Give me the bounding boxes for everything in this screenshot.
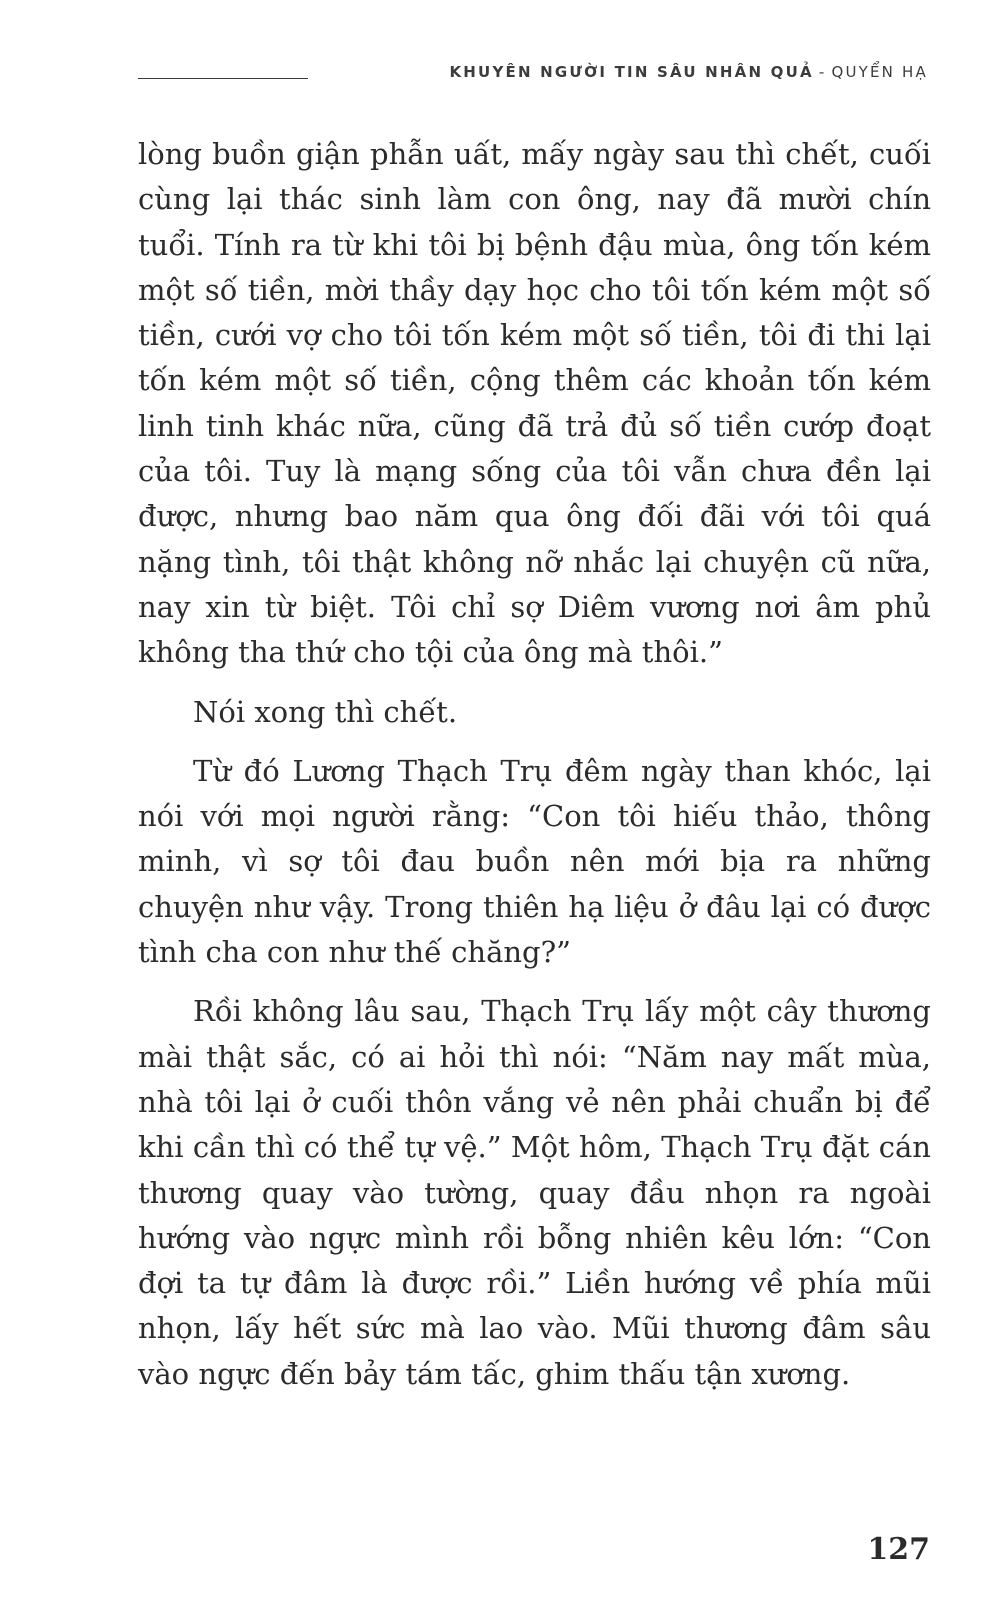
page-body bbox=[138, 132, 931, 1411]
header-rule bbox=[138, 78, 308, 79]
page-number: 127 bbox=[867, 1532, 930, 1567]
body-paragraph: Từ đó Lương Thạch Trụ đêm ngày than khóc, lại nói với mọi người rằng: “Con tôi hiếu thảo, thông minh, vì sợ tôi đau buồn nên mới bịa ra những chuyện như vậy. Trong thiên hạ liệu ở đâu lại có được tình cha con như thế chăng?” bbox=[138, 753, 931, 970]
book-title: KHUYÊN NGƯỜI TIN SÂU NHÂN QUẢ bbox=[449, 63, 814, 81]
header-separator: - bbox=[818, 63, 827, 81]
body-paragraph: Nói xong thì chết. bbox=[193, 694, 458, 729]
body-paragraph: lòng buồn giận phẫn uất, mấy ngày sau thì chết, cuối cùng lại thác sinh làm con ông, nay đã mười chín tuổi. Tính ra từ khi tôi bị bệnh đậu mùa, ông tốn kém một số tiền, mời thầy dạy học cho tôi tốn kém một số tiền, cưới vợ cho tôi tốn kém một số tiền, tôi đi thi lại tốn kém một số tiền, cộng thêm các khoản tốn kém linh tinh khác nữa, cũng đã trả đủ số tiền cướp đoạt của tôi. Tuy là mạng sống của tôi vẫn chưa đền lại được, nhưng bao năm qua ông đối đãi với tôi quá nặng tình, tôi thật không nỡ nhắc lại chuyện cũ nữa, nay xin từ biệt. Tôi chỉ sợ Diêm vương nơi âm phủ không tha thứ cho tội của ông mà thôi.” bbox=[138, 137, 931, 670]
body-paragraph: Rồi không lâu sau, Thạch Trụ lấy một cây thương mài thật sắc, có ai hỏi thì nói: “Năm nay mất mùa, nhà tôi lại ở cuối thôn vắng vẻ nên phải chuẩn bị để khi cần thì có thể tự vệ.” Một hôm, Thạch Trụ đặt cán thương quay vào tường, quay đầu nhọn ra ngoài hướng vào ngực mình rồi bỗng nhiên kêu lớn: “Con đợi ta tự đâm là được rồi.” Liền hướng về phía mũi nhọn, lấy hết sức mà lao vào. Mũi thương đâm sâu vào ngực đến bảy tám tấc, ghim thấu tận xương. bbox=[138, 994, 931, 1391]
running-head bbox=[449, 63, 928, 81]
volume-label: QUYỂN HẠ bbox=[831, 63, 928, 81]
